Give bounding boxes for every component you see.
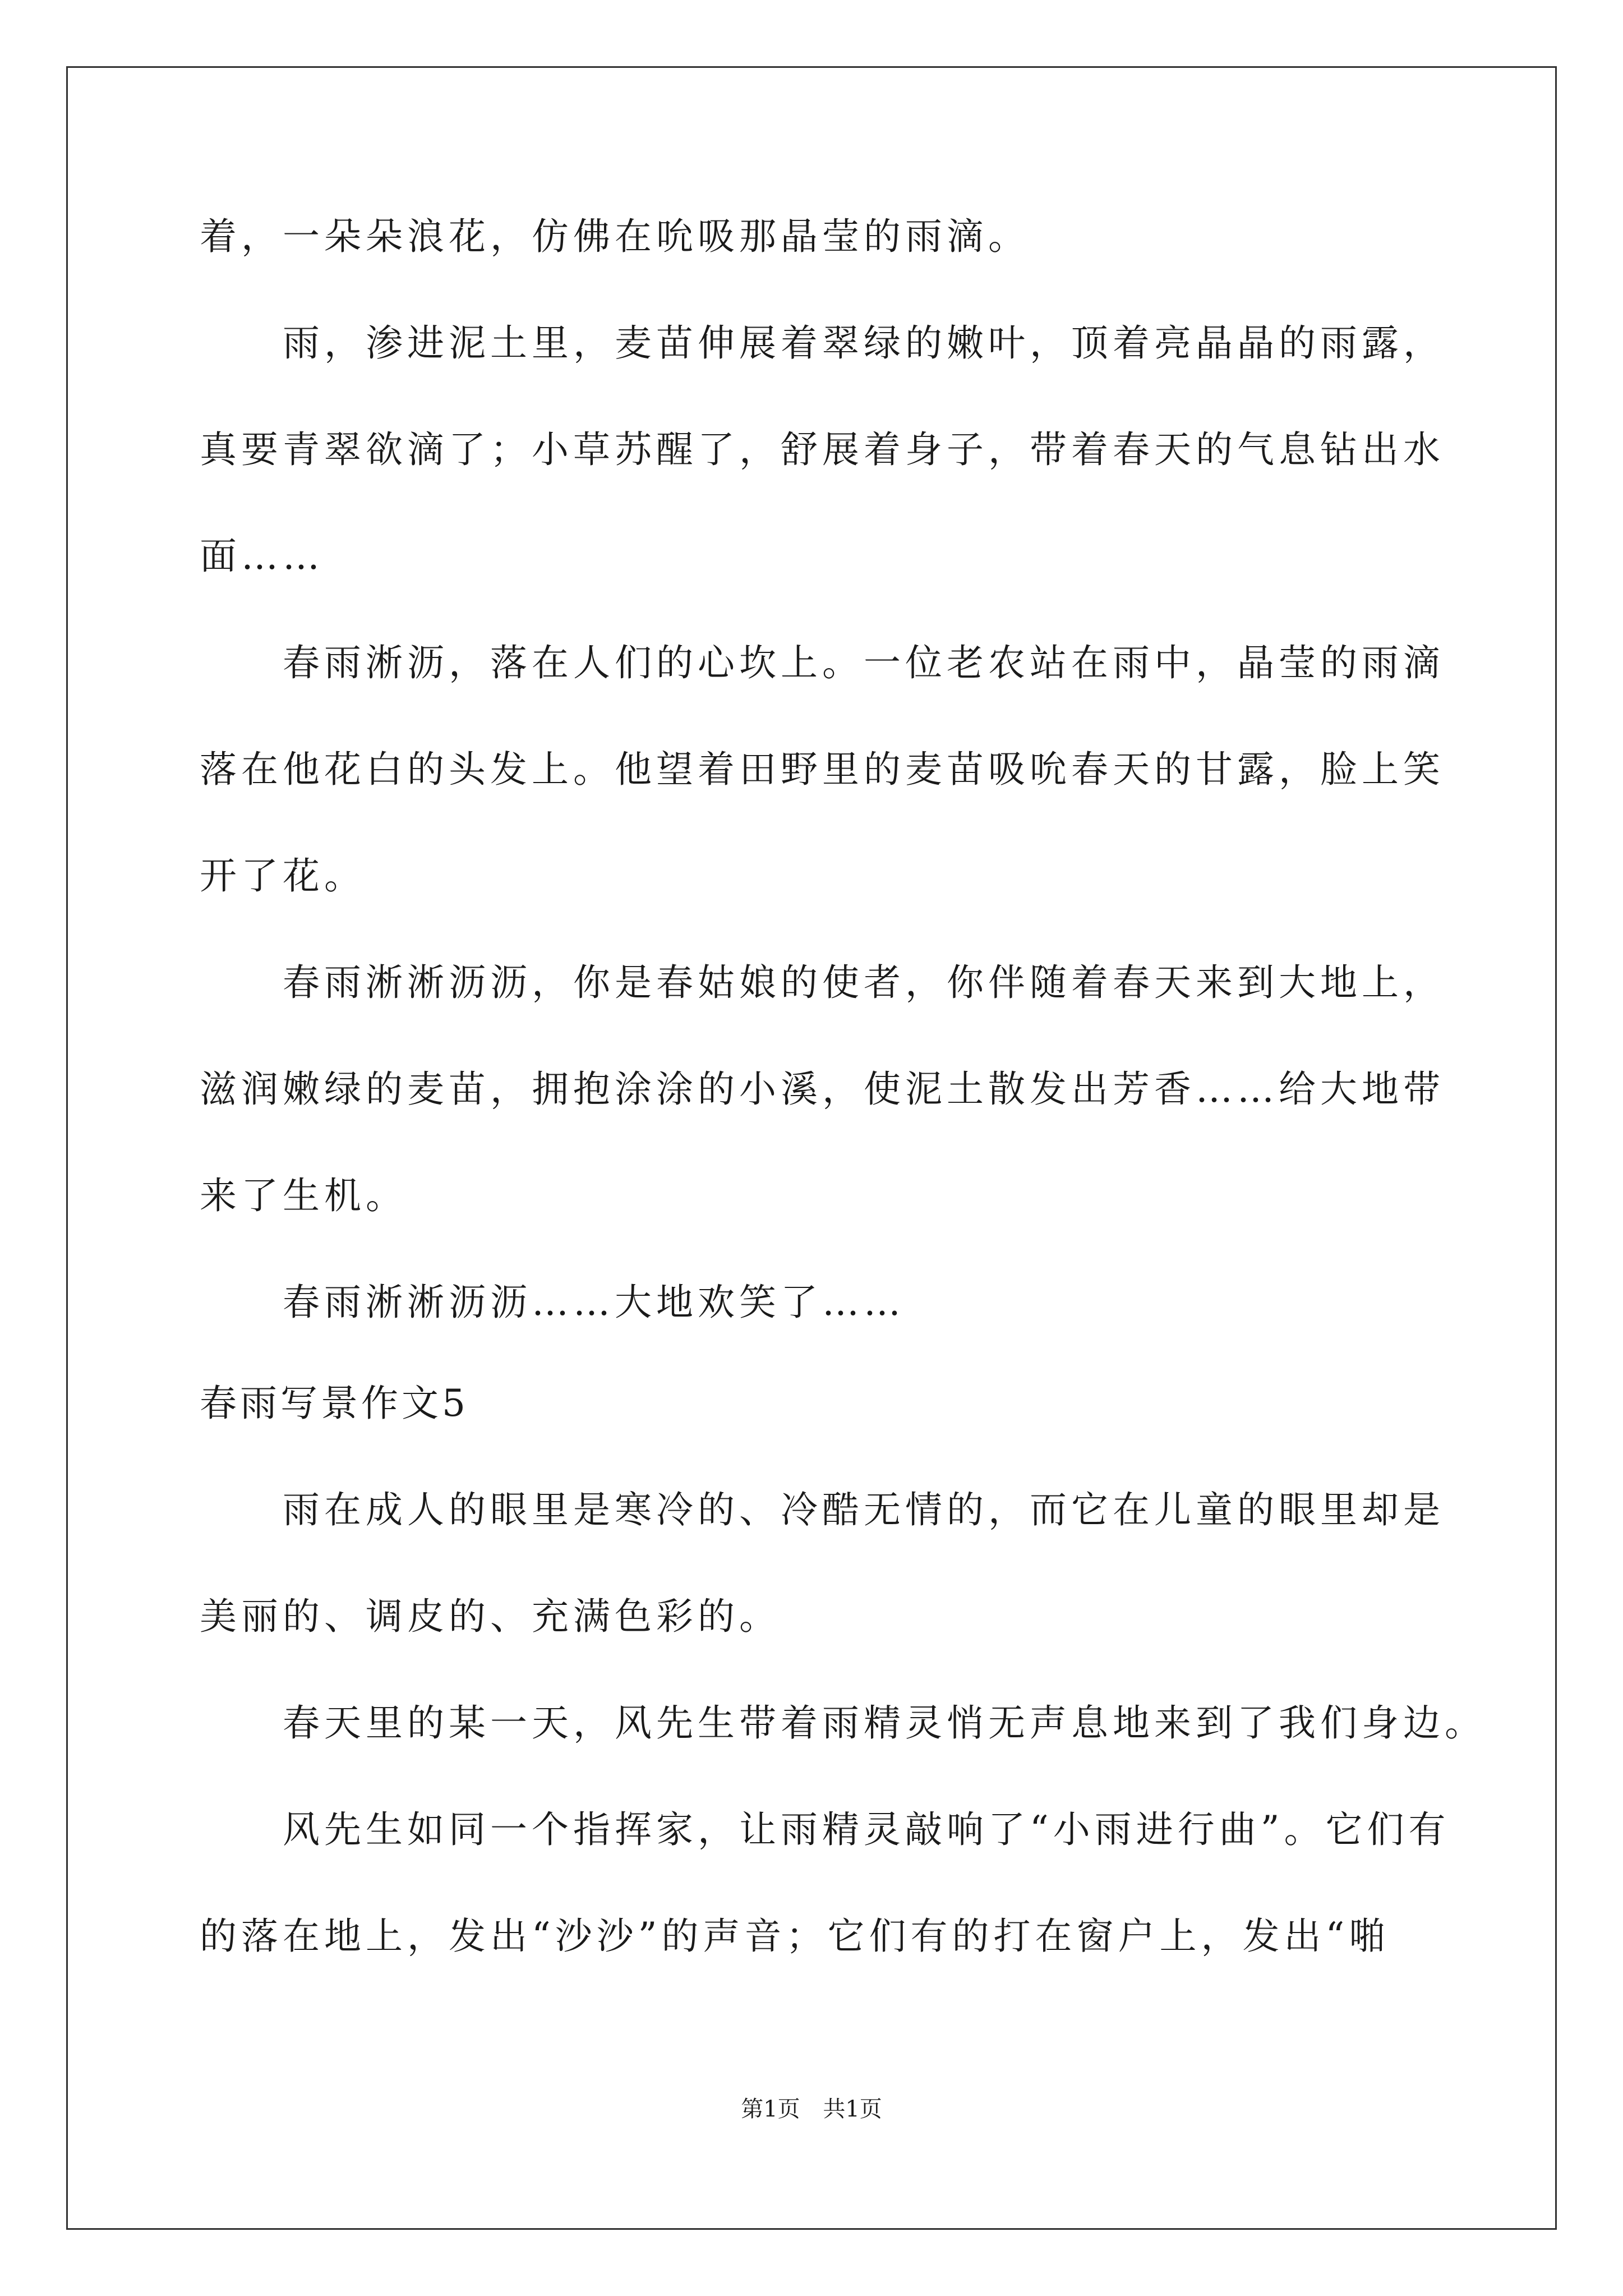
page-total: 共1页 [823,2096,882,2122]
text-line: 落在他花白的头发上。他望着田野里的麦苗吸吮春天的甘露，脸上笑 [200,748,1445,791]
text-line: 美丽的、调皮的、充满色彩的。 [200,1595,781,1638]
text-line: 来了生机。 [200,1174,407,1217]
text-line: 春雨淅沥，落在人们的心坎上。一位老农站在雨中，晶莹的雨滴 [283,641,1445,684]
section-heading: 春雨写景作文5 [200,1382,469,1425]
text-line: 春雨淅淅沥沥……大地欢笑了…… [283,1281,905,1324]
page-number: 第1页 [741,2096,800,2122]
text-line: 面…… [200,535,324,578]
text-line: 雨在成人的眼里是寒冷的、冷酷无情的，而它在儿童的眼里却是 [283,1488,1445,1531]
page-footer [0,2092,1623,2126]
text-line: 雨，渗进泥土里，麦苗伸展着翠绿的嫩叶，顶着亮晶晶的雨露， [283,321,1445,365]
text-line: 滋润嫩绿的麦苗，拥抱涂涂的小溪，使泥土散发出芳香……给大地带 [200,1068,1445,1111]
text-line: 开了花。 [200,854,366,898]
text-line: 真要青翠欲滴了；小草苏醒了，舒展着身子，带着春天的气息钻出水 [200,428,1445,471]
text-line: 春雨淅淅沥沥，你是春姑娘的使者，你伴随着春天来到大地上， [283,961,1445,1004]
text-line: 着，一朵朵浪花，仿佛在吮吸那晶莹的雨滴。 [200,215,1030,258]
text-line: 春天里的某一天，风先生带着雨精灵悄无声息地来到了我们身边。 [283,1701,1486,1745]
text-line: 的落在地上，发出“沙沙”的声音；它们有的打在窗户上，发出“啪 [200,1915,1391,1958]
page-border [66,66,1557,2230]
text-line: 风先生如同一个指挥家，让雨精灵敲响了“小雨进行曲”。它们有 [283,1808,1450,1851]
